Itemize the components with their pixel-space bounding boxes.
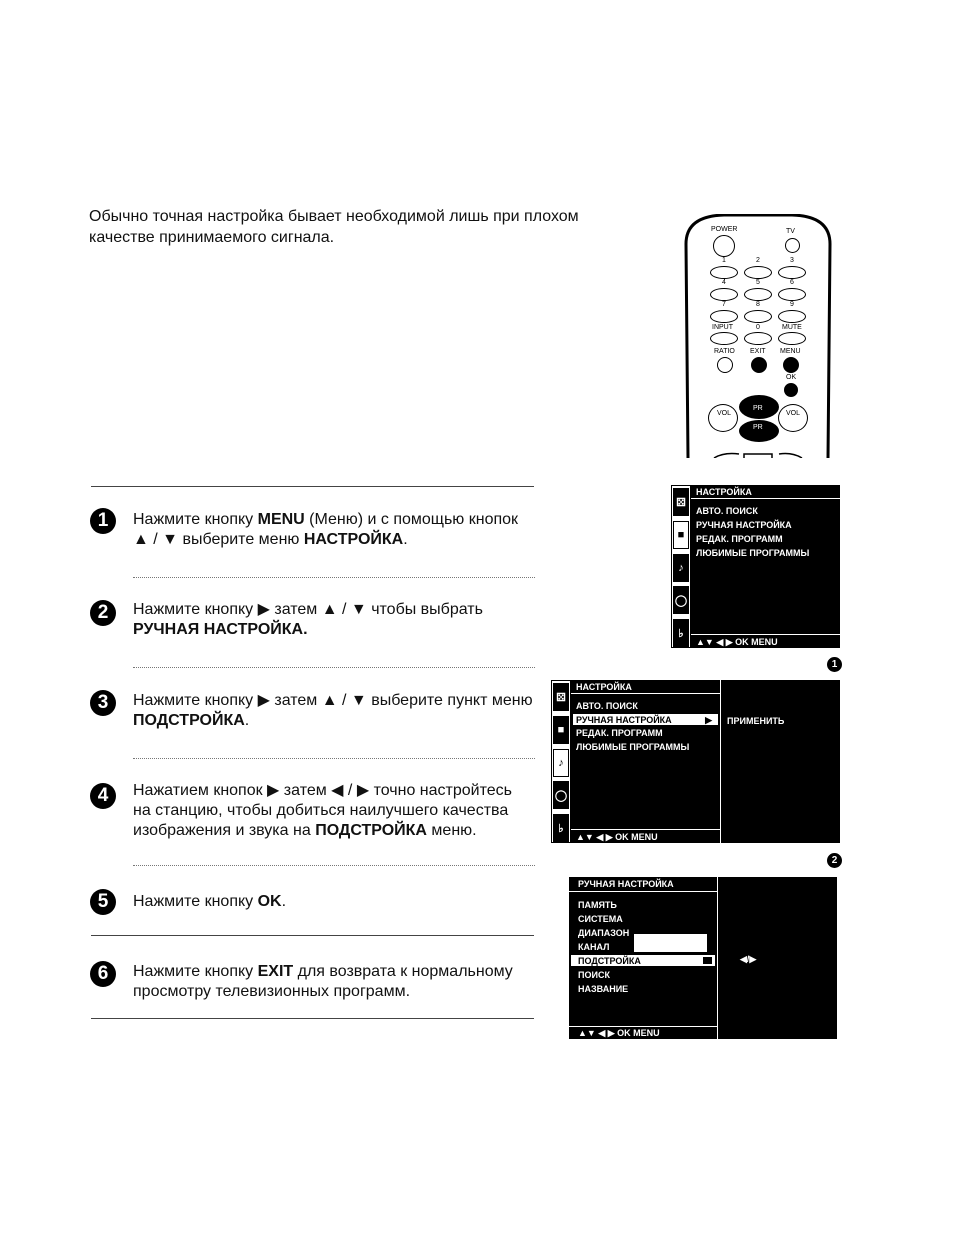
- picture-icon: ■: [553, 716, 569, 744]
- tv-button[interactable]: [785, 238, 800, 253]
- osd-icon-column: [671, 485, 691, 648]
- osd-manual-tuning-submenu: [551, 680, 840, 843]
- menu-item-programme-edit[interactable]: РЕДАК. ПРОГРАММ: [696, 534, 783, 544]
- osd-title: НАСТРОЙКА: [696, 487, 752, 497]
- key-9-button[interactable]: [778, 310, 806, 323]
- step-separator: [133, 667, 535, 668]
- time-icon: ◯: [553, 781, 569, 809]
- pr-up-label: PR: [753, 405, 763, 412]
- menu-item-manual-tuning[interactable]: РУЧНАЯ НАСТРОЙКА: [576, 715, 672, 725]
- section-divider-top: [91, 486, 534, 487]
- vol-up-button[interactable]: [778, 404, 808, 432]
- left-right-adjust-icon[interactable]: ◀/▶: [740, 954, 757, 964]
- special-icon: ♭: [553, 814, 569, 842]
- key-8-label: 8: [756, 301, 760, 308]
- menu-item-auto-search[interactable]: АВТО. ПОИСК: [576, 701, 638, 711]
- osd-title: НАСТРОЙКА: [576, 682, 632, 692]
- menu-item-manual-tuning[interactable]: РУЧНАЯ НАСТРОЙКА: [696, 520, 792, 530]
- figure-label-1: 1: [827, 657, 842, 672]
- panel-divider: [717, 877, 718, 1039]
- value-box: [634, 934, 707, 952]
- picture-icon: ■: [673, 521, 689, 549]
- osd-footer-hints: ▲▼ ◀ ▶ OK MENU: [576, 832, 658, 842]
- intro-text: [89, 206, 629, 248]
- vol-up-label: VOL: [786, 410, 801, 417]
- step-3-number: 3: [90, 690, 116, 716]
- special-icon: ♭: [673, 619, 689, 647]
- key-2-label: 2: [756, 257, 760, 264]
- step-1-number: 1: [90, 508, 116, 534]
- osd-setup-menu: [671, 485, 840, 648]
- osd-title: РУЧНАЯ НАСТРОЙКА: [578, 879, 674, 889]
- ratio-button[interactable]: [717, 357, 733, 373]
- osd-manual-tuning-menu: [569, 877, 837, 1039]
- key-3-button[interactable]: [778, 266, 806, 279]
- submenu-apply-item[interactable]: ПРИМЕНИТЬ: [727, 716, 785, 726]
- remote-control-illustration: [684, 214, 832, 458]
- step-1-text: Нажмите кнопку MENU (Меню) и с помощью кнопок ▲ / ▼ выберите меню НАСТРОЙКА.: [133, 511, 519, 548]
- step-5-text: Нажмите кнопку OK.: [133, 893, 287, 910]
- menu-button[interactable]: [783, 357, 799, 373]
- step-separator: [133, 758, 535, 759]
- menu-item-channel[interactable]: КАНАЛ: [578, 942, 610, 952]
- key-7-button[interactable]: [710, 310, 738, 323]
- ratio-label: RATIO: [714, 348, 735, 355]
- osd-icon-column: [551, 680, 571, 843]
- tv-label: TV: [786, 228, 795, 235]
- pr-down-label: PR: [753, 424, 763, 431]
- menu-item-favourite-programmes[interactable]: ЛЮБИМЫЕ ПРОГРАММЫ: [696, 548, 810, 558]
- exit-label: EXIT: [750, 348, 766, 355]
- key-4-button[interactable]: [710, 288, 738, 301]
- submenu-arrow-icon: ▶: [705, 715, 712, 725]
- vol-down-label: VOL: [717, 410, 732, 417]
- intro-line-2: качестве принимаемого сигнала.: [89, 229, 335, 246]
- key-3-label: 3: [790, 257, 794, 264]
- selection-marker-icon: [703, 957, 712, 964]
- step-3-text: Нажмите кнопку ▶ затем ▲ / ▼ выберите пункт меню ПОДСТРОЙКА.: [133, 692, 533, 729]
- exit-button[interactable]: [751, 357, 767, 373]
- step-separator: [133, 865, 535, 866]
- key-9-label: 9: [790, 301, 794, 308]
- section-divider: [91, 935, 534, 936]
- mute-button[interactable]: [778, 332, 806, 345]
- antenna-icon: ⚄: [553, 683, 569, 711]
- step-6-number: 6: [90, 961, 116, 987]
- osd-footer-hints: ▲▼ ◀ ▶ OK MENU: [696, 637, 778, 647]
- osd-footer-hints: ▲▼ ◀ ▶ OK MENU: [578, 1028, 660, 1038]
- step-5-number: 5: [90, 889, 116, 915]
- figure-label-2: 2: [827, 853, 842, 868]
- antenna-icon: ⚄: [673, 488, 689, 516]
- section-divider-bottom: [91, 1018, 534, 1019]
- key-2-button[interactable]: [744, 266, 772, 279]
- ok-button[interactable]: [784, 383, 798, 397]
- step-4-number: 4: [90, 783, 116, 809]
- key-4-label: 4: [722, 279, 726, 286]
- menu-item-memory[interactable]: ПАМЯТЬ: [578, 900, 617, 910]
- step-6-text: Нажмите кнопку EXIT для возврата к нормальному просмотру телевизионных программ.: [133, 963, 513, 1000]
- menu-item-system[interactable]: СИСТЕМА: [578, 914, 623, 924]
- highlighted-menu-row[interactable]: [573, 714, 718, 725]
- vol-down-button[interactable]: [708, 404, 738, 432]
- input-button[interactable]: [710, 332, 738, 345]
- mute-label: MUTE: [782, 324, 802, 331]
- key-0-button[interactable]: [744, 332, 772, 345]
- menu-item-fine-tuning[interactable]: ПОДСТРОЙКА: [578, 956, 641, 966]
- step-2-number: 2: [90, 600, 116, 626]
- key-1-label: 1: [722, 257, 726, 264]
- ok-label: OK: [786, 374, 797, 381]
- key-6-label: 6: [790, 279, 794, 286]
- menu-label: MENU: [780, 348, 801, 355]
- menu-item-search[interactable]: ПОИСК: [578, 970, 610, 980]
- menu-item-band[interactable]: ДИАПАЗОН: [578, 928, 630, 938]
- intro-line-1: Обычно точная настройка бывает необходимой лишь при плохом: [89, 208, 579, 225]
- step-4-text: Нажатием кнопок ▶ затем ◀ / ▶ точно настройтесь на станцию, чтобы добиться наилучшего качества изображения и звука на ПОДСТРОЙКА меню.: [133, 782, 512, 839]
- step-2-text: Нажмите кнопку ▶ затем ▲ / ▼ чтобы выбрать РУЧНАЯ НАСТРОЙКА.: [133, 601, 483, 638]
- sound-icon: ♪: [553, 749, 569, 777]
- input-label: INPUT: [712, 324, 733, 331]
- highlighted-menu-row[interactable]: [571, 955, 715, 966]
- key-6-button[interactable]: [778, 288, 806, 301]
- key-1-button[interactable]: [710, 266, 738, 279]
- key-5-button[interactable]: [744, 288, 772, 301]
- menu-item-favourite-programmes[interactable]: ЛЮБИМЫЕ ПРОГРАММЫ: [576, 742, 690, 752]
- menu-item-auto-search[interactable]: АВТО. ПОИСК: [696, 506, 758, 516]
- key-5-label: 5: [756, 279, 760, 286]
- step-separator: [133, 577, 535, 578]
- key-8-button[interactable]: [744, 310, 772, 323]
- menu-item-name[interactable]: НАЗВАНИЕ: [578, 984, 629, 994]
- sound-icon: ♪: [673, 554, 689, 582]
- power-button[interactable]: [713, 235, 735, 257]
- menu-item-programme-edit[interactable]: РЕДАК. ПРОГРАММ: [576, 728, 663, 738]
- power-label: POWER: [711, 226, 738, 233]
- panel-divider: [720, 680, 721, 843]
- time-icon: ◯: [673, 586, 689, 614]
- key-0-label: 0: [756, 324, 760, 331]
- key-7-label: 7: [722, 301, 726, 308]
